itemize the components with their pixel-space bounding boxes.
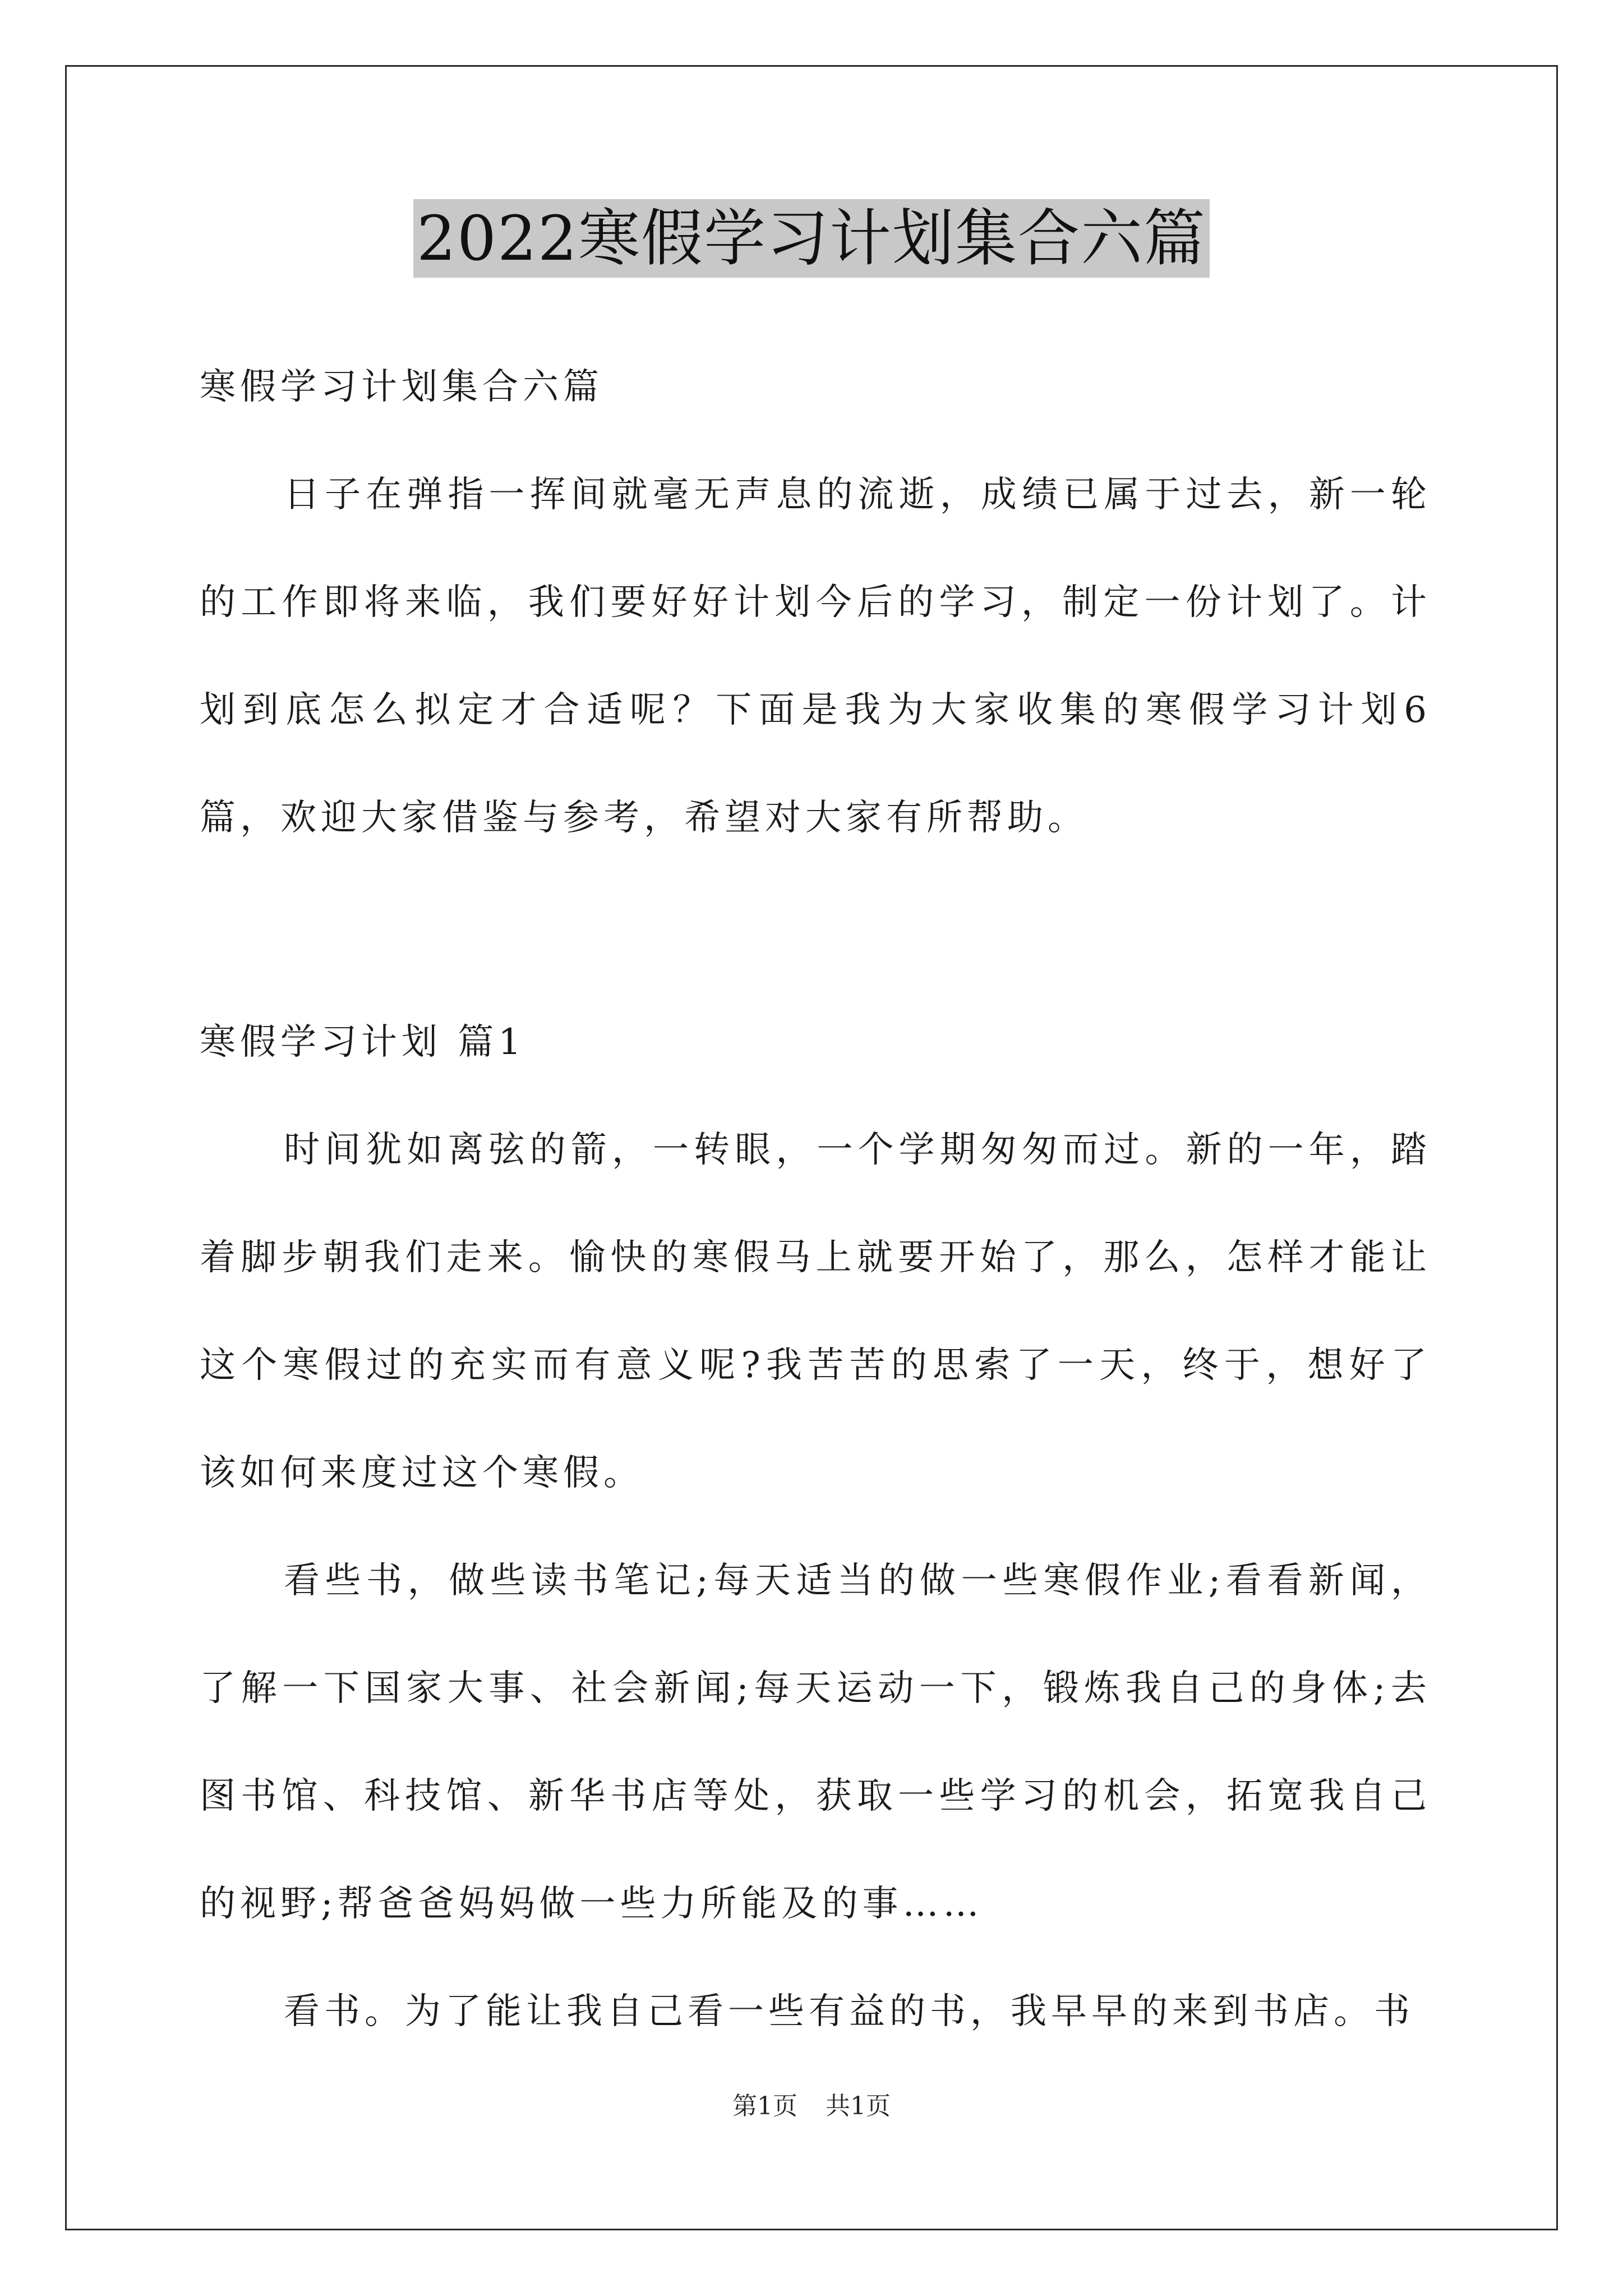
page-number-total: 共1页 bbox=[826, 2092, 891, 2120]
document-subtitle: 寒假学习计划集合六篇 bbox=[200, 366, 603, 408]
section-heading: 寒假学习计划 篇1 bbox=[200, 1022, 526, 1063]
title-wrap bbox=[0, 199, 1623, 278]
document-title: 2022寒假学习计划集合六篇 bbox=[413, 199, 1210, 278]
page-number-current: 第1页 bbox=[732, 2092, 797, 2120]
intro-paragraph: 日子在弹指一挥间就毫无声息的流逝，成绩已属于过去，新一轮的工作即将来临，我们要好好计划今后的学习，制定一份计划了。计划到底怎么拟定才合适呢？下面是我为大家收集的寒假学习计划6篇，欢迎大家借鉴与参考，希望对大家有所帮助。 bbox=[200, 474, 1431, 839]
body-paragraph-1: 时间犹如离弦的箭，一转眼，一个学期匆匆而过。新的一年，踏着脚步朝我们走来。愉快的寒假马上就要开始了，那么，怎样才能让这个寒假过的充实而有意义呢?我苦苦的思索了一天，终于，想好了该如何来度过这个寒假。 bbox=[200, 1129, 1431, 1494]
body-paragraph-2: 看些书，做些读书笔记;每天适当的做一些寒假作业;看看新闻，了解一下国家大事、社会新闻;每天运动一下，锻炼我自己的身体;去图书馆、科技馆、新华书店等处，获取一些学习的机会，拓宽我自己的视野;帮爸爸妈妈做一些力所能及的事…… bbox=[200, 1560, 1431, 1925]
body-paragraph-3: 看书。为了能让我自己看一些有益的书，我早早的来到书店。书 bbox=[284, 1991, 1414, 2032]
page-footer bbox=[0, 2090, 1623, 2123]
